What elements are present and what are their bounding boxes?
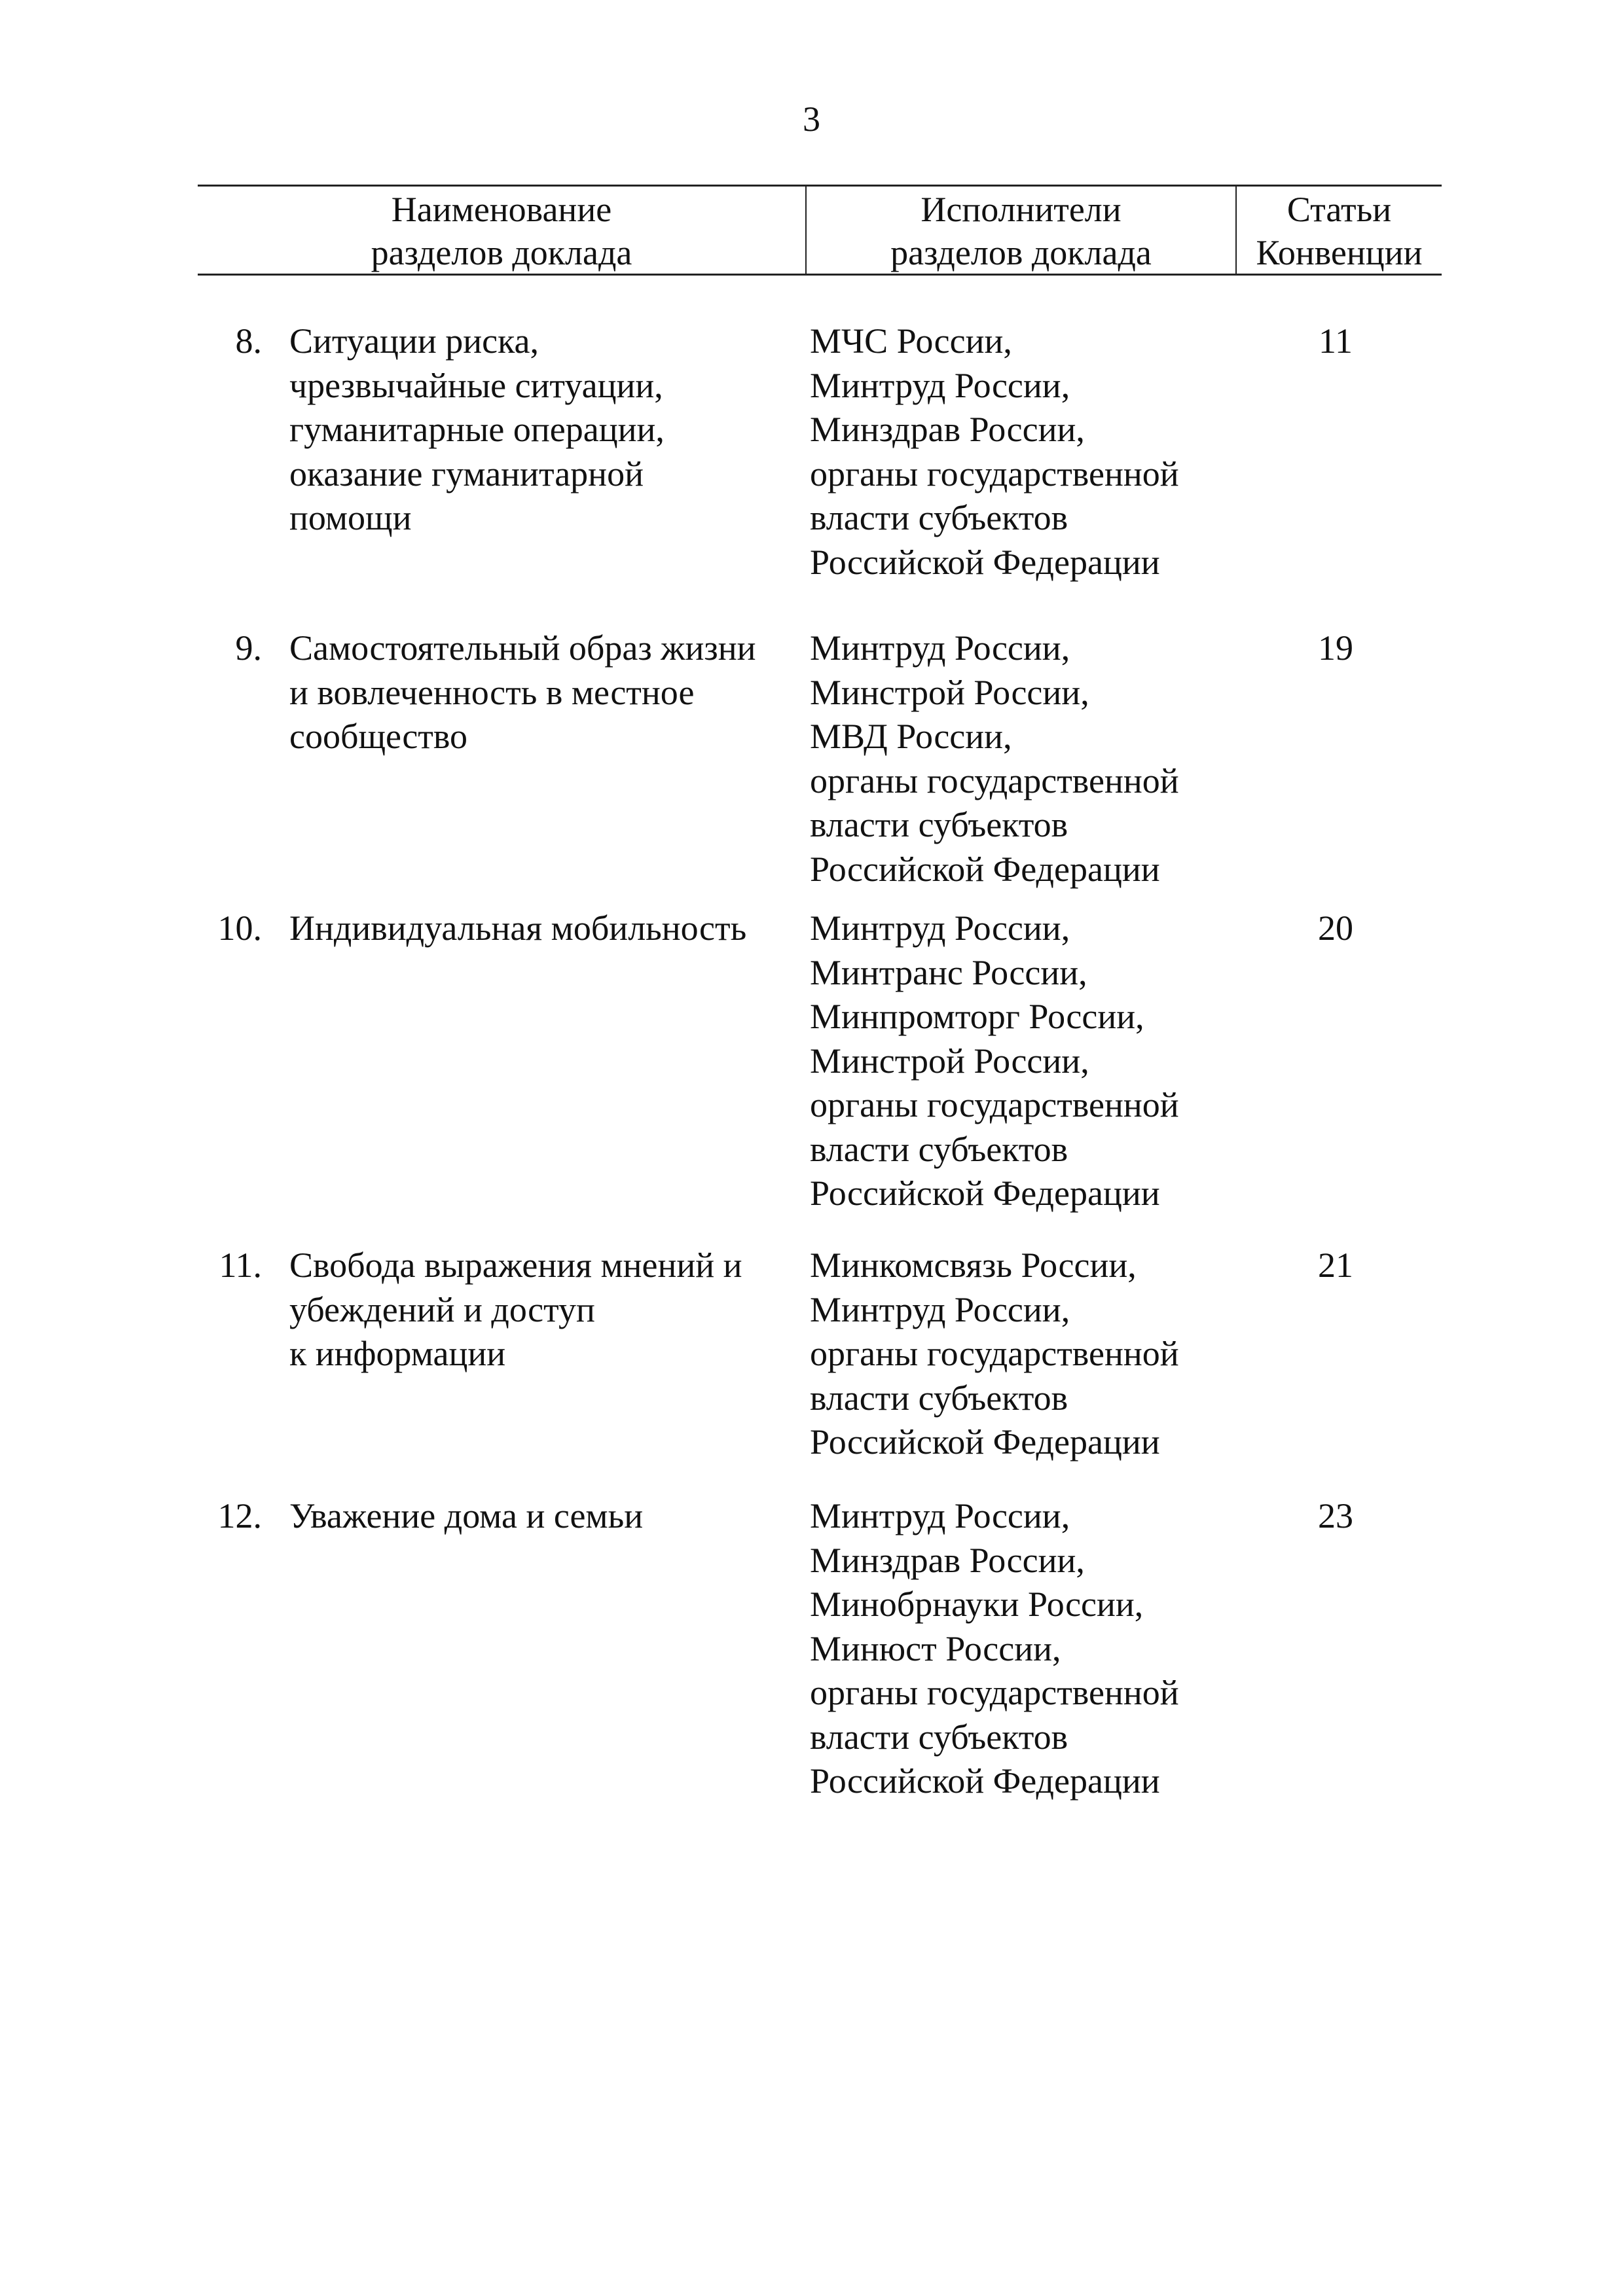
header-section-name — [198, 188, 805, 274]
row-section-name — [289, 1244, 807, 1376]
header-articles-line-1: Статьи — [1286, 190, 1392, 229]
page-number: 3 — [803, 99, 820, 139]
executor-line: органы государственной — [810, 761, 1179, 800]
executor-line: Российской Федерации — [810, 542, 1160, 582]
section-name-line: чрезвычайные ситуации, — [289, 365, 663, 405]
executor-line: Минтруд России, — [810, 365, 1070, 405]
executor-line: Минобрнауки России, — [810, 1585, 1144, 1624]
row-section-name — [289, 906, 807, 951]
executor-line: органы государственной — [810, 1334, 1179, 1373]
executor-line: Минпромторг России, — [810, 997, 1144, 1036]
row-article: 23 — [1318, 1496, 1353, 1535]
header-articles-line-2: Конвенции — [1256, 233, 1423, 272]
executor-line: органы государственной — [810, 1673, 1179, 1712]
header-executors — [807, 188, 1235, 274]
executor-line: органы государственной — [810, 454, 1179, 493]
executor-line: Минтруд России, — [810, 1289, 1070, 1329]
section-name-line: помощи — [289, 498, 412, 537]
section-name-line: убеждений и доступ — [289, 1289, 595, 1329]
executor-line: Минстрой России, — [810, 1041, 1089, 1081]
header-section-name-line-1: Наименование — [391, 190, 612, 229]
section-name-line: сообщество — [289, 717, 468, 756]
table-header-top-rule — [198, 185, 1442, 187]
section-name-line: к информации — [289, 1334, 506, 1373]
row-article: 21 — [1318, 1246, 1353, 1285]
executor-line: Минкомсвязь России, — [810, 1246, 1137, 1285]
executor-line: власти субъектов — [810, 1129, 1068, 1169]
executor-line: Минтруд России, — [810, 908, 1070, 948]
row-article: 11 — [1319, 321, 1353, 361]
executor-line: Минтруд России, — [810, 1496, 1070, 1535]
section-name-line: и вовлеченность в местное — [289, 672, 695, 712]
header-articles — [1237, 188, 1442, 274]
row-section-name — [289, 1494, 807, 1539]
executor-line: власти субъектов — [810, 1717, 1068, 1757]
executor-line: Минтранс России, — [810, 952, 1087, 992]
executor-line: Минстрой России, — [810, 672, 1089, 712]
row-section-name — [289, 319, 807, 541]
section-name-line: оказание гуманитарной — [289, 454, 644, 493]
header-section-name-line-2: разделов доклада — [371, 233, 632, 272]
executor-line: власти субъектов — [810, 805, 1068, 844]
row-number: 9. — [235, 628, 262, 668]
section-name-line: Индивидуальная мобильность — [289, 908, 747, 948]
row-executors — [810, 319, 1268, 584]
executor-line: Российской Федерации — [810, 1174, 1160, 1213]
executor-line: органы государственной — [810, 1085, 1179, 1124]
executor-line: МВД России, — [810, 717, 1012, 756]
header-executors-line-2: разделов доклада — [890, 233, 1152, 272]
section-name-line: Самостоятельный образ жизни — [289, 628, 756, 668]
executor-line: Российской Федерации — [810, 1422, 1160, 1462]
section-name-line: Ситуации риска, — [289, 321, 539, 361]
row-executors — [810, 626, 1268, 891]
row-article: 19 — [1318, 628, 1353, 668]
executor-line: власти субъектов — [810, 1378, 1068, 1418]
row-number: 11. — [219, 1246, 262, 1285]
executor-line: Российской Федерации — [810, 849, 1160, 889]
section-name-line: гуманитарные операции, — [289, 410, 665, 449]
section-name-line: Уважение дома и семьи — [289, 1496, 644, 1535]
row-executors — [810, 906, 1268, 1216]
executor-line: власти субъектов — [810, 498, 1068, 537]
row-article: 20 — [1318, 908, 1353, 948]
row-executors — [810, 1494, 1268, 1804]
header-executors-line-1: Исполнители — [921, 190, 1122, 229]
section-name-line: Свобода выражения мнений и — [289, 1246, 742, 1285]
row-number: 10. — [217, 908, 262, 948]
row-executors — [810, 1244, 1268, 1465]
executor-line: Минюст России, — [810, 1628, 1061, 1668]
row-number: 8. — [235, 321, 262, 361]
row-number: 12. — [217, 1496, 262, 1535]
executor-line: Минздрав России, — [810, 1540, 1085, 1580]
executor-line: Минздрав России, — [810, 410, 1085, 449]
executor-line: Российской Федерации — [810, 1761, 1160, 1801]
row-section-name — [289, 626, 807, 759]
executor-line: МЧС России, — [810, 321, 1012, 361]
executor-line: Минтруд России, — [810, 628, 1070, 668]
